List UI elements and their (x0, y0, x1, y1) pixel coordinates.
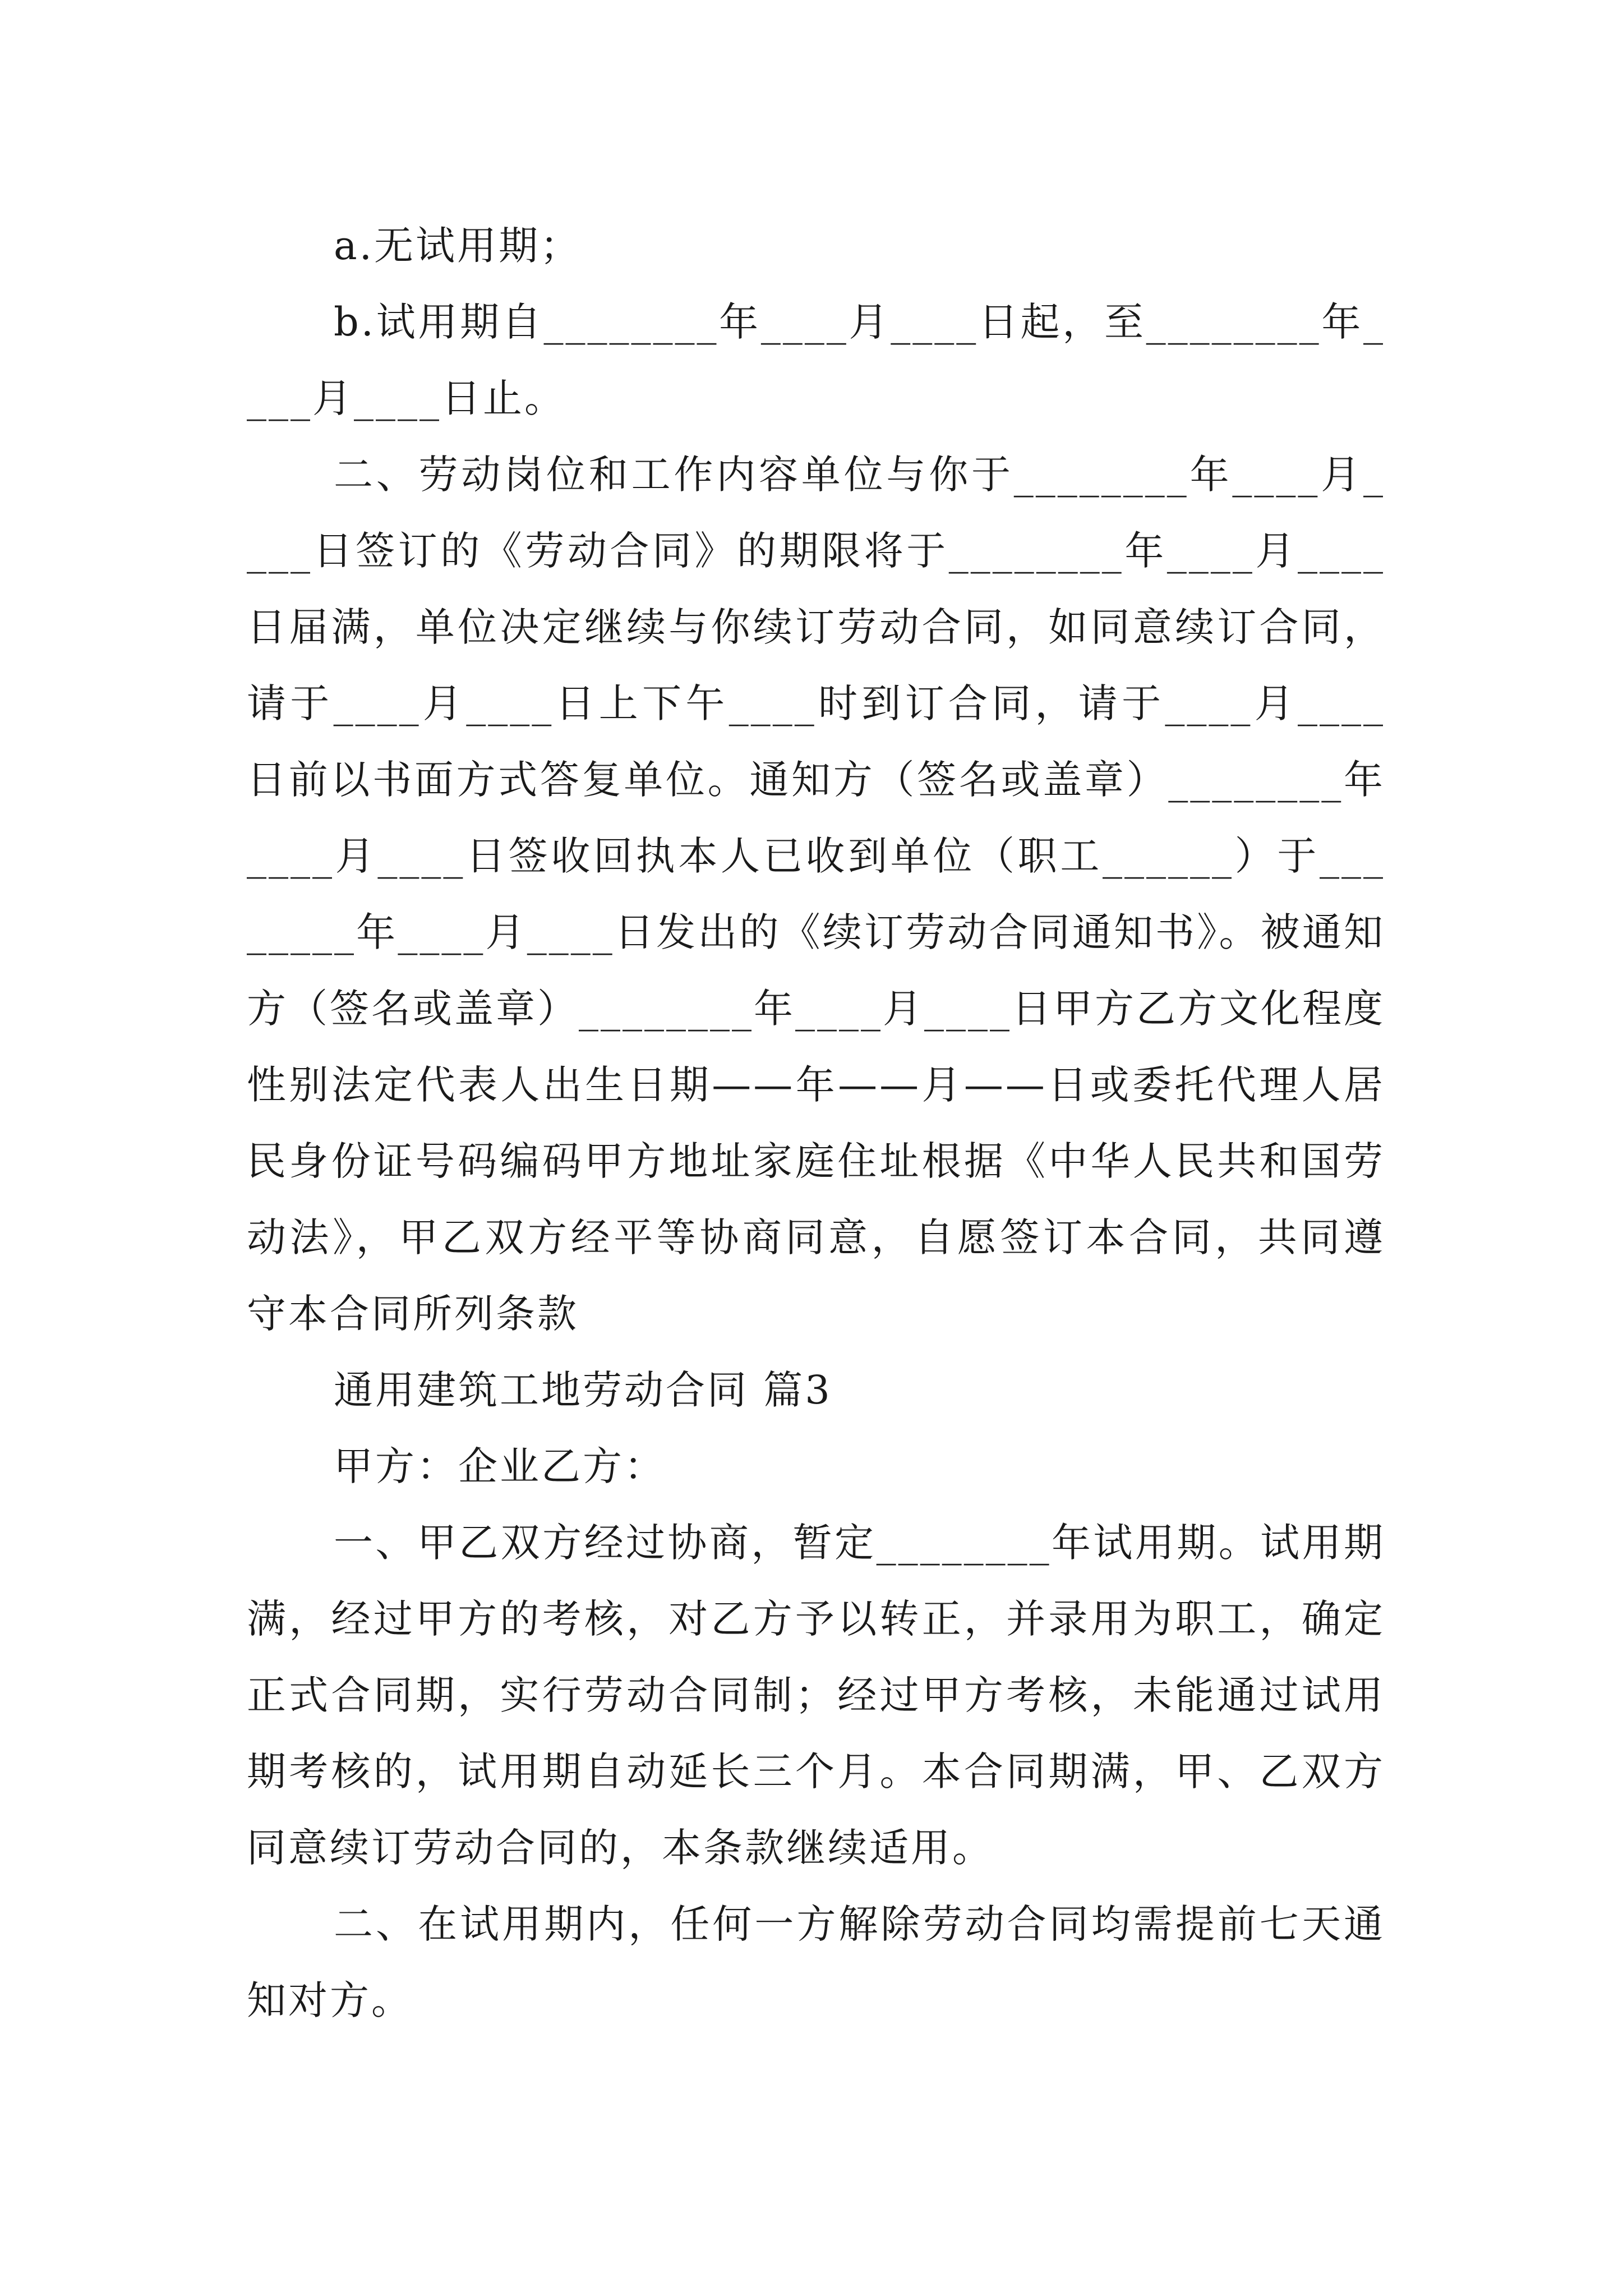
paragraph-no-probation: a.无试用期； (334, 223, 582, 269)
paragraph-clause-one: 一、甲乙双方经过协商，暂定________年试用期。试用期满，经过甲方的考核，对乙方予以转正，并录用为职工，确定正式合同期，实行劳动合同制；经过甲方考核，未能通过试用期考核的，试用期自动延长三个月。本合同期满，甲、乙双方同意续订劳动合同的，本条款继续适用。 (247, 1520, 1385, 1871)
document-body (247, 208, 1385, 2039)
paragraph-job-position: 二、劳动岗位和工作内容单位与你于________年____月____日签订的《劳动合同》的期限将于________年____月____日届满，单位决定继续与你续订劳动合同，如同意续订合同，请于____月____日上下午____时到订合同，请于____月____日前以书面方式答复单位。通知方（签名或盖章）________年____月____日签收回执本人已收到单位（职工______）于________年____月____日发出的《续订劳动合同通知书》。被通知方（签名或盖章）________年____月____日甲方乙方文化程度性别法定代表人出生日期——年——月——日或委托代理人居民身份证号码编码甲方地址家庭住址根据《中华人民共和国劳动法》，甲乙双方经平等协商同意，自愿签订本合同，共同遵守本合同所列条款 (247, 452, 1385, 1337)
paragraph-clause-two: 二、在试用期内，任何一方解除劳动合同均需提前七天通知对方。 (247, 1901, 1385, 2023)
paragraph-parties: 甲方：企业乙方： (334, 1443, 666, 1489)
paragraph-probation-period: b.试用期自________年____月____日起，至________年____月____日止。 (247, 299, 1385, 421)
section-heading: 通用建筑工地劳动合同 篇3 (334, 1367, 832, 1413)
